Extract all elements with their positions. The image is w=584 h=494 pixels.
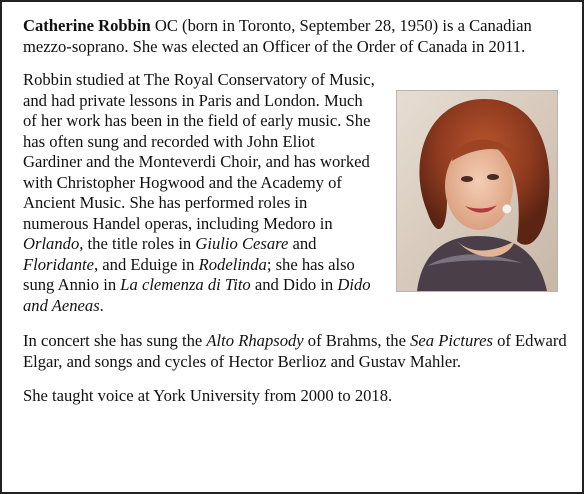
intro-text: OC (born in Toronto, September 28, 1950) is a Canadian mezzo-soprano. She was elected an Officer of the Order of Canada in 2011. [23,16,532,56]
career-text-3: and [288,234,317,253]
portrait-image [397,91,557,291]
opera-floridante: Floridante [23,254,94,274]
career-section [23,70,568,316]
career-text-4: , and Eduige in [93,254,199,274]
career-text-2: , the title roles in [79,234,196,253]
opera-orlando: Orlando [23,234,80,253]
portrait-photo [396,90,558,292]
concert-text-1: In concert she has sung the [23,331,207,350]
concert-paragraph [23,331,568,372]
career-text-5: ; she has also sung Annio in [23,254,355,294]
opera-la-clemenza-di-tito: La clemenza di Tito [120,275,251,294]
concert-text-3: of Edward Elgar, and songs and cycles of Hector Berlioz and Gustav Mahler. [23,331,567,371]
work-alto-rhapsody: Alto Rhapsody [206,331,304,350]
career-text-1: Robbin studied at The Royal Conservatory of Music, and had private lessons in Paris and London. Much of her work has been in the field of early music. She has often sung and recorded with John Eliot Gardiner and the Monteverdi Choir, and has worked with Christopher Hogwood and the Academy of Ancient Music. She has performed roles in numerous Handel operas, including Medoro in [23,70,375,233]
bio-content [23,16,568,407]
career-paragraph [23,70,375,316]
opera-rodelinda: Rodelinda [198,254,267,274]
work-sea-pictures: Sea Pictures [410,331,493,350]
subject-name: Catherine Robbin [23,16,151,35]
concert-text-2: of Brahms, the [303,331,411,350]
intro-paragraph [23,16,543,57]
career-text-7: . [99,295,104,315]
career-text-6: and Dido in [250,275,338,294]
opera-dido-and-aeneas: Dido and Aeneas [23,275,371,315]
teaching-paragraph: She taught voice at York University from 2000 to 2018. [23,386,393,405]
opera-giulio-cesare: Giulio Cesare [195,234,289,253]
